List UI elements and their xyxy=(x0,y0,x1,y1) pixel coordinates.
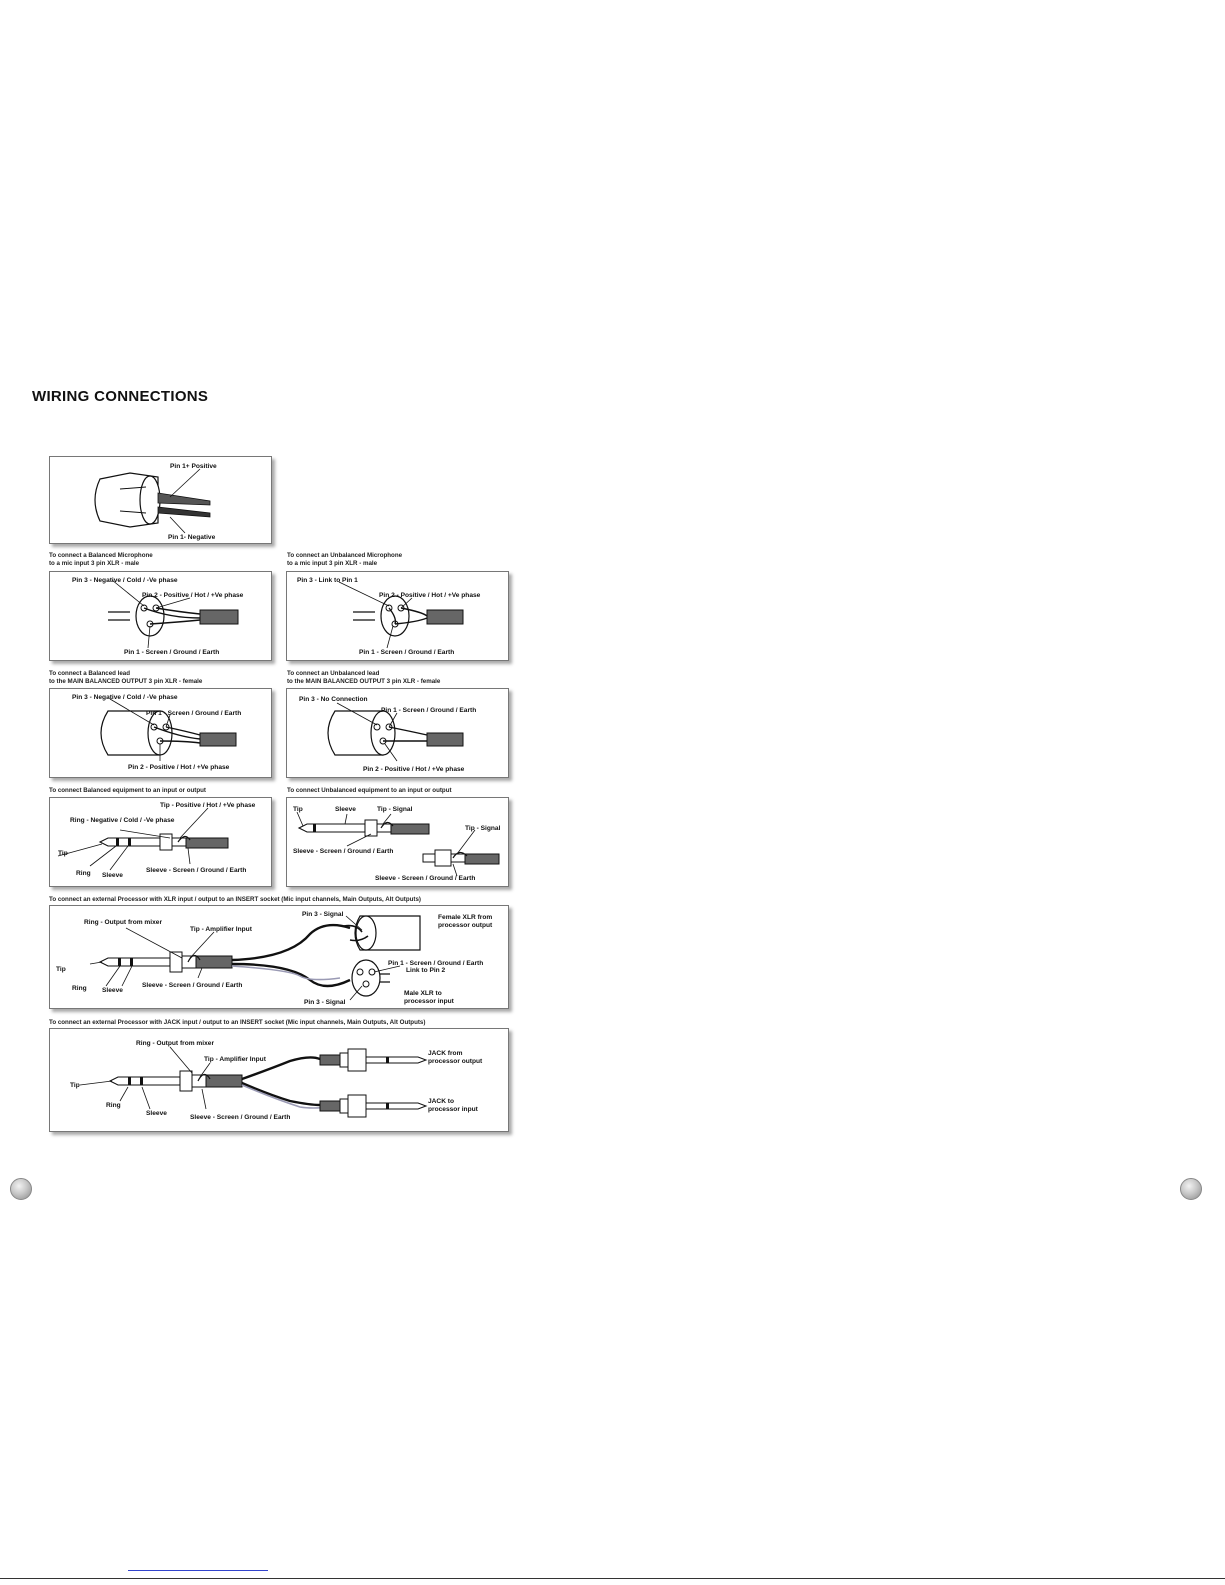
sleeve-label: Sleeve xyxy=(146,1110,167,1117)
tip-label: Tip xyxy=(70,1082,80,1089)
tip-amp-label: Tip - Amplifier Input xyxy=(190,926,252,933)
xlr-pin-diagram-panel xyxy=(49,456,272,544)
caption-jack-insert: To connect an external Processor with JACK input / output to an INSERT socket (Mic input channels, Main Outputs, Alt Outputs) xyxy=(49,1019,426,1026)
tip-signal-label: Tip - Signal xyxy=(377,806,413,813)
sleeve-label: Sleeve xyxy=(102,987,123,994)
ring-label: Ring xyxy=(72,985,87,992)
unbalanced-mic-panel xyxy=(286,571,509,661)
xlr-insert-panel xyxy=(49,905,509,1009)
pin2-label: Pin 2 - Positive / Hot / +Ve phase xyxy=(142,592,244,599)
balanced-lead-illustration xyxy=(50,689,271,777)
unbalanced-equipment-panel xyxy=(286,797,509,887)
tip-signal-label-2: Tip - Signal xyxy=(465,825,501,832)
sleeve-screen-label: Sleeve - Screen / Ground / Earth xyxy=(146,867,247,874)
pin1-label: Pin 1 - Screen / Ground / Earth xyxy=(146,710,242,717)
trs-jack-illustration xyxy=(50,798,271,886)
ring-output-label: Ring - Output from mixer xyxy=(84,919,163,926)
sleeve-label: Sleeve xyxy=(335,806,356,813)
tip-label: Tip xyxy=(58,850,68,857)
jack-insert-illustration xyxy=(50,1029,508,1131)
pin3-label: Pin 3 - Negative / Cold / -Ve phase xyxy=(72,694,178,701)
pin1-label: Pin 1 - Screen / Ground / Earth xyxy=(381,707,477,714)
page-title: WIRING CONNECTIONS xyxy=(32,388,209,405)
pin3-bottom-label: Pin 3 - Signal xyxy=(304,999,346,1006)
footer-link-underline xyxy=(128,1570,268,1571)
balanced-mic-illustration xyxy=(50,572,271,660)
unbalanced-lead-illustration xyxy=(287,689,508,777)
caption-unbalanced-lead: To connect an Unbalanced lead to the MAIN BALANCED OUTPUT 3 pin XLR - female xyxy=(287,670,441,685)
pin-positive-label: Pin 1+ Positive xyxy=(170,463,217,470)
jack-from-label: JACK from xyxy=(428,1050,463,1057)
pin2-label: Pin 2 - Positive / Hot / +Ve phase xyxy=(363,766,465,773)
jack-from-label-2: processor output xyxy=(428,1058,483,1065)
link-label: Link to Pin 2 xyxy=(406,967,446,974)
sleeve-screen-label-2: Sleeve - Screen / Ground / Earth xyxy=(375,875,476,882)
page-marker-right xyxy=(1180,1178,1202,1200)
female-xlr-label: Female XLR from xyxy=(438,914,493,921)
pin3-label: Pin 3 - No Connection xyxy=(299,696,368,703)
caption-balanced-equipment: To connect Balanced equipment to an input or output xyxy=(49,787,206,794)
jack-insert-panel xyxy=(49,1028,509,1132)
female-xlr-label-2: processor output xyxy=(438,922,493,929)
caption-unbalanced-equipment: To connect Unbalanced equipment to an input or output xyxy=(287,787,452,794)
pin3-top-label: Pin 3 - Signal xyxy=(302,911,344,918)
ring-negative-label: Ring - Negative / Cold / -Ve phase xyxy=(70,817,175,824)
caption-unbalanced-mic: To connect an Unbalanced Microphone to a mic input 3 pin XLR - male xyxy=(287,552,403,567)
tip-positive-label: Tip - Positive / Hot / +Ve phase xyxy=(160,802,256,809)
tip-label: Tip xyxy=(293,806,303,813)
sleeve-screen-label: Sleeve - Screen / Ground / Earth xyxy=(190,1114,291,1121)
balanced-mic-panel xyxy=(49,571,272,661)
pin2-label: Pin 2 - Positive / Hot / +Ve phase xyxy=(379,592,481,599)
sleeve-label: Sleeve xyxy=(102,872,123,879)
xlr-insert-illustration xyxy=(50,906,508,1008)
pin3-label: Pin 3 - Negative / Cold / -Ve phase xyxy=(72,577,178,584)
page-marker-left xyxy=(10,1178,32,1200)
ring-label: Ring xyxy=(76,870,91,877)
balanced-lead-panel xyxy=(49,688,272,778)
xlr-pin-illustration xyxy=(50,457,271,543)
pin1-label: Pin 1 - Screen / Ground / Earth xyxy=(359,649,455,656)
unbalanced-lead-panel xyxy=(286,688,509,778)
pin-negative-label: Pin 1- Negative xyxy=(168,534,216,541)
pin3-label: Pin 3 - Link to Pin 1 xyxy=(297,577,358,584)
sleeve-screen-label: Sleeve - Screen / Ground / Earth xyxy=(293,848,394,855)
ring-output-label: Ring - Output from mixer xyxy=(136,1040,215,1047)
tip-label: Tip xyxy=(56,966,66,973)
sleeve-screen-label: Sleeve - Screen / Ground / Earth xyxy=(142,982,243,989)
pin1-label: Pin 1 - Screen / Ground / Earth xyxy=(124,649,220,656)
ts-jack-illustration xyxy=(287,798,508,886)
male-xlr-label-2: processor input xyxy=(404,998,454,1005)
caption-balanced-lead: To connect a Balanced lead to the MAIN BALANCED OUTPUT 3 pin XLR - female xyxy=(49,670,203,685)
caption-balanced-mic: To connect a Balanced Microphone to a mic input 3 pin XLR - male xyxy=(49,552,153,567)
male-xlr-label: Male XLR to xyxy=(404,990,442,997)
pin1-label: Pin 1 - Screen / Ground / Earth xyxy=(388,960,484,967)
unbalanced-mic-illustration xyxy=(287,572,508,660)
tip-amp-label: Tip - Amplifier Input xyxy=(204,1056,266,1063)
caption-xlr-insert: To connect an external Processor with XLR input / output to an INSERT socket (Mic input channels, Main Outputs, Alt Outputs) xyxy=(49,896,421,903)
jack-to-label-2: processor input xyxy=(428,1106,478,1113)
ring-label: Ring xyxy=(106,1102,121,1109)
jack-to-label: JACK to xyxy=(428,1098,455,1105)
pin2-label: Pin 2 - Positive / Hot / +Ve phase xyxy=(128,764,230,771)
footer-rule xyxy=(0,1578,1225,1579)
balanced-equipment-panel xyxy=(49,797,272,887)
